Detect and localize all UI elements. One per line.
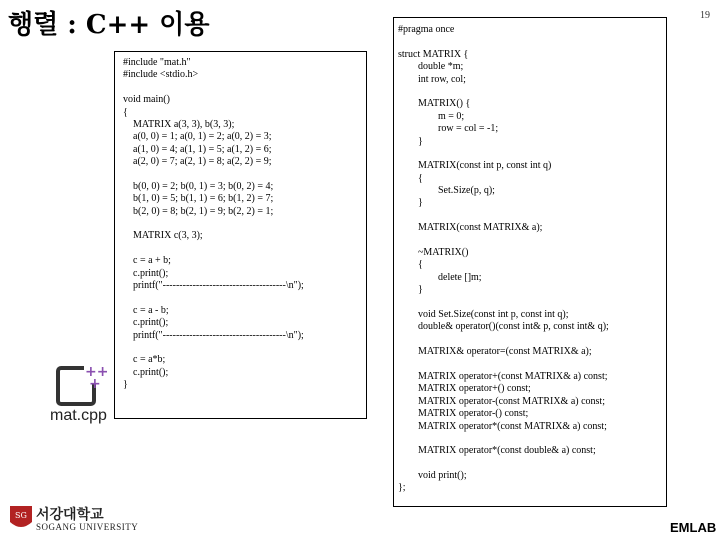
code-line: } <box>398 197 423 209</box>
code-line: c.print(); <box>123 267 169 279</box>
code-line: { <box>398 172 423 184</box>
code-line <box>398 148 662 160</box>
code-line <box>398 210 662 222</box>
code-line: MATRIX operator*(const double& a) const; <box>398 445 596 457</box>
code-line: MATRIX operator*(const MATRIX& a) const; <box>398 420 607 432</box>
code-line: a(1, 0) = 4; a(1, 1) = 5; a(1, 2) = 6; <box>123 143 272 155</box>
code-line: MATRIX operator-(const MATRIX& a) const; <box>398 395 605 407</box>
code-line: row = col = -1; <box>398 123 499 135</box>
code-line <box>398 458 662 470</box>
code-line: }; <box>398 482 406 494</box>
code-line: printf("-------------------------------------\n"); <box>123 329 304 341</box>
code-line: #include "mat.h" <box>123 57 191 68</box>
code-line: MATRIX() { <box>398 98 471 110</box>
code-line <box>123 169 358 181</box>
lab-name: EMLAB <box>670 520 717 535</box>
page-title: 행렬 : C++ 이용 <box>8 10 210 40</box>
code-line: void main() <box>123 94 170 106</box>
code-line <box>123 218 358 230</box>
code-line: c = a + b; <box>123 255 171 267</box>
code-line: c.print(); <box>123 317 169 329</box>
header-code-box <box>393 17 667 507</box>
code-line <box>123 82 358 94</box>
code-line: { <box>398 259 423 271</box>
code-line: b(1, 0) = 5; b(1, 1) = 6; b(1, 2) = 7; <box>123 193 274 205</box>
code-line: double& operator()(const int& p, const int& q); <box>398 321 609 333</box>
code-line: MATRIX c(3, 3); <box>123 230 203 242</box>
code-line: b(0, 0) = 2; b(0, 1) = 3; b(0, 2) = 4; <box>123 180 274 192</box>
code-line: struct MATRIX { <box>398 48 469 60</box>
svg-text:++: ++ <box>85 364 109 380</box>
code-line: } <box>398 135 423 147</box>
code-line: #include <stdio.h> <box>123 69 199 81</box>
code-line <box>398 297 662 309</box>
svg-text:+: + <box>89 376 101 392</box>
code-line <box>398 235 662 247</box>
code-line: a(2, 0) = 7; a(2, 1) = 8; a(2, 2) = 9; <box>123 156 272 168</box>
code-line: MATRIX a(3, 3), b(3, 3); <box>123 118 235 130</box>
code-line: MATRIX(const MATRIX& a); <box>398 222 543 234</box>
code-line <box>398 433 662 445</box>
code-line <box>123 243 358 255</box>
code-line: c = a - b; <box>123 304 169 316</box>
code-line: double *m; <box>398 61 464 73</box>
code-line: printf("-------------------------------------\n"); <box>123 280 304 292</box>
code-line: c.print(); <box>123 366 169 378</box>
page-number: 19 <box>700 10 710 21</box>
file-icon-label: mat.cpp <box>50 407 107 424</box>
code-line: m = 0; <box>398 110 465 122</box>
code-line: { <box>123 106 128 118</box>
cpp-file-icon <box>54 360 114 408</box>
code-line <box>398 86 662 98</box>
code-line <box>398 359 662 371</box>
code-line: MATRIX(const int p, const int q) <box>398 160 552 172</box>
code-line: b(2, 0) = 8; b(2, 1) = 9; b(2, 2) = 1; <box>123 205 274 217</box>
code-line <box>398 36 662 48</box>
code-line: } <box>123 379 128 391</box>
code-line: int row, col; <box>398 73 466 85</box>
code-line: c = a*b; <box>123 354 166 366</box>
code-line <box>123 292 358 304</box>
main-code-box <box>114 51 367 419</box>
code-line: } <box>398 284 423 296</box>
university-name-english: SOGANG UNIVERSITY <box>36 522 139 532</box>
code-line: a(0, 0) = 1; a(0, 1) = 2; a(0, 2) = 3; <box>123 131 272 143</box>
svg-text:SG: SG <box>15 511 27 520</box>
code-line: MATRIX operator-() const; <box>398 408 529 420</box>
code-line: delete []m; <box>398 271 482 283</box>
code-line: void Set.Size(const int p, const int q); <box>398 308 569 320</box>
code-line: Set.Size(p, q); <box>398 185 495 197</box>
code-line: MATRIX operator+(const MATRIX& a) const; <box>398 370 608 382</box>
university-name-korean: 서강대학교 <box>36 507 104 523</box>
code-line <box>123 342 358 354</box>
code-line: MATRIX& operator=(const MATRIX& a); <box>398 346 592 358</box>
code-line: ~MATRIX() <box>398 247 469 259</box>
code-line: void print(); <box>398 470 467 482</box>
code-line: MATRIX operator+() const; <box>398 383 531 395</box>
code-line <box>398 334 662 346</box>
code-line: #pragma once <box>398 24 455 35</box>
